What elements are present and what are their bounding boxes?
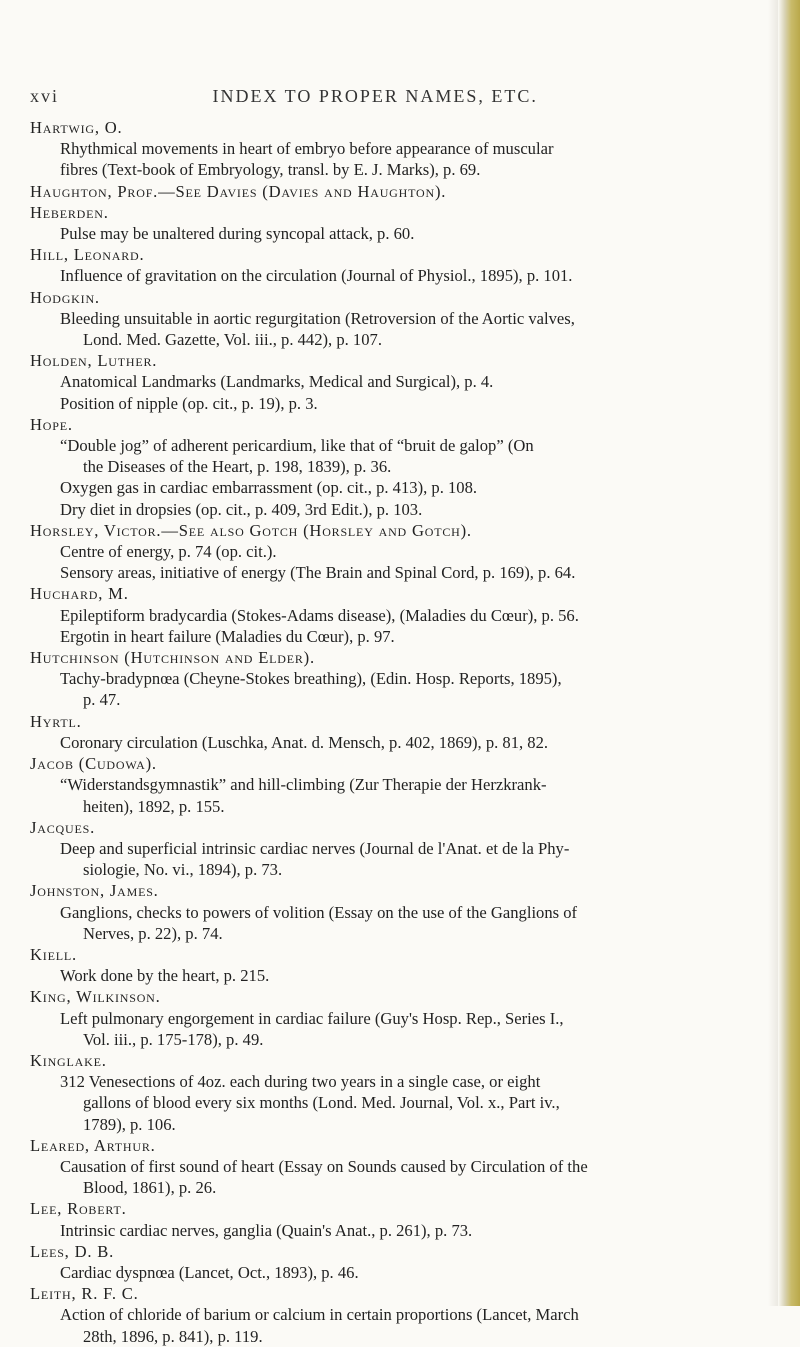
page-number: xvi	[30, 86, 60, 106]
entry-line: Nerves, p. 22), p. 74.	[83, 923, 223, 943]
entry-line: Causation of first sound of heart (Essay on Sounds caused by Circulation of the	[60, 1156, 588, 1176]
entry-line: Anatomical Landmarks (Landmarks, Medical and Surgical), p. 4.	[60, 372, 494, 392]
entry-line: Action of chloride of barium or calcium in certain proportions (Lancet, March	[60, 1305, 579, 1325]
entry-heading: Hodgkin.	[30, 287, 100, 307]
index-entry	[30, 520, 800, 584]
entry-line: Oxygen gas in cardiac embarrassment (op. cit., p. 413), p. 108.	[60, 478, 478, 498]
entry-line: Ergotin in heart failure (Maladies du Cœur), p. 97.	[60, 626, 395, 646]
index-entry	[30, 647, 800, 711]
entry-line: Work done by the heart, p. 215.	[60, 966, 270, 986]
entry-line: Centre of energy, p. 74 (op. cit.).	[60, 542, 277, 562]
index-entry	[30, 1135, 800, 1199]
index-entry	[30, 986, 800, 1050]
entry-line: Influence of gravitation on the circulation (Journal of Physiol., 1895), p. 101.	[60, 266, 573, 286]
entry-line: Vol. iii., p. 175-178), p. 49.	[83, 1029, 264, 1049]
entry-heading: Kiell.	[30, 944, 77, 964]
index-entry	[30, 944, 800, 986]
index-entry	[30, 583, 800, 647]
entry-line: Pulse may be unaltered during syncopal attack, p. 60.	[60, 224, 415, 244]
entry-heading: Jacques.	[30, 817, 96, 837]
entry-line: Left pulmonary engorgement in cardiac failure (Guy's Hosp. Rep., Series I.,	[60, 1008, 564, 1028]
entry-line: Tachy-bradypnœa (Cheyne-Stokes breathing), (Edin. Hosp. Reports, 1895),	[60, 669, 562, 689]
index-entry	[30, 1241, 800, 1283]
entry-heading: Holden, Luther.	[30, 351, 158, 371]
entry-heading: Hutchinson (Hutchinson and Elder).	[30, 648, 315, 668]
entry-heading: Johnston, James.	[30, 881, 159, 901]
index-entry	[30, 244, 800, 286]
entry-heading: Lees, D. B.	[30, 1241, 115, 1261]
index-entry	[30, 711, 800, 753]
entry-line: “Widerstandsgymnastik” and hill-climbing (Zur Therapie der Herzkrank-	[60, 775, 547, 795]
index-entry	[30, 753, 800, 817]
entry-line: Dry diet in dropsies (op. cit., p. 409, 3rd Edit.), p. 103.	[60, 499, 423, 519]
entry-line: the Diseases of the Heart, p. 198, 1839), p. 36.	[83, 457, 392, 477]
entry-line: Bleeding unsuitable in aortic regurgitation (Retroversion of the Aortic valves,	[60, 308, 575, 328]
entry-line: Blood, 1861), p. 26.	[83, 1178, 217, 1198]
index-entry	[30, 287, 800, 351]
index-entry	[30, 350, 800, 414]
entry-line: Deep and superficial intrinsic cardiac nerves (Journal de l'Anat. et de la Phy-	[60, 838, 570, 858]
entry-heading: Huchard, M.	[30, 584, 129, 604]
entry-line: Lond. Med. Gazette, Vol. iii., p. 442), p. 107.	[83, 330, 382, 350]
entry-line: fibres (Text-book of Embryology, transl. by E. J. Marks), p. 69.	[60, 160, 481, 180]
entry-heading: Hyrtl.	[30, 711, 82, 731]
entry-line: Sensory areas, initiative of energy (The Brain and Spinal Cord, p. 169), p. 64.	[60, 563, 576, 583]
entry-heading: Haughton, Prof.—See Davies (Davies and Haughton).	[30, 181, 447, 201]
entry-heading: Lee, Robert.	[30, 1199, 127, 1219]
entry-line: “Double jog” of adherent pericardium, like that of “bruit de galop” (On	[60, 436, 534, 456]
entry-line: heiten), 1892, p. 155.	[83, 796, 225, 816]
running-head	[30, 86, 630, 107]
index-entry	[30, 1283, 800, 1347]
entry-heading: Jacob (Cudowa).	[30, 754, 157, 774]
entry-heading: Horsley, Victor.—See also Gotch (Horsley and Gotch).	[30, 520, 472, 540]
index-list	[30, 117, 800, 1347]
entry-heading: Leith, R. F. C.	[30, 1284, 139, 1304]
index-entry	[30, 117, 800, 181]
entry-heading: Hartwig, O.	[30, 118, 123, 137]
entry-line: p. 47.	[83, 690, 121, 710]
entry-heading: Leared, Arthur.	[30, 1135, 156, 1155]
entry-line: 312 Venesections of 4oz. each during two years in a single case, or eight	[60, 1072, 541, 1092]
index-entry	[30, 202, 800, 244]
entry-line: Epileptiform bradycardia (Stokes-Adams disease), (Maladies du Cœur), p. 56.	[60, 605, 579, 625]
entry-line: Position of nipple (op. cit., p. 19), p. 3.	[60, 393, 318, 413]
index-entry	[30, 181, 800, 202]
entry-line: 1789), p. 106.	[83, 1114, 176, 1134]
entry-line: Cardiac dyspnœa (Lancet, Oct., 1893), p. 46.	[60, 1262, 359, 1282]
index-entry	[30, 817, 800, 881]
entry-line: 28th, 1896, p. 841), p. 119.	[83, 1326, 263, 1346]
entry-line: Intrinsic cardiac nerves, ganglia (Quain's Anat., p. 261), p. 73.	[60, 1220, 473, 1240]
index-entry	[30, 1198, 800, 1240]
entry-heading: Heberden.	[30, 202, 109, 222]
entry-heading: Hill, Leonard.	[30, 245, 145, 265]
entry-line: gallons of blood every six months (Lond. Med. Journal, Vol. x., Part iv.,	[83, 1093, 560, 1113]
index-entry	[30, 414, 800, 520]
entry-heading: Kinglake.	[30, 1050, 107, 1070]
running-title: INDEX TO PROPER NAMES, ETC.	[212, 86, 538, 106]
index-entry	[30, 1050, 800, 1135]
index-entry	[30, 880, 800, 944]
entry-line: Rhythmical movements in heart of embryo before appearance of muscular	[60, 139, 554, 159]
entry-heading: Hope.	[30, 414, 73, 434]
entry-line: Coronary circulation (Luschka, Anat. d. Mensch, p. 402, 1869), p. 81, 82.	[60, 732, 549, 752]
entry-line: Ganglions, checks to powers of volition (Essay on the use of the Ganglions of	[60, 902, 578, 922]
entry-line: siologie, No. vi., 1894), p. 73.	[83, 860, 283, 880]
entry-heading: King, Wilkinson.	[30, 987, 161, 1007]
